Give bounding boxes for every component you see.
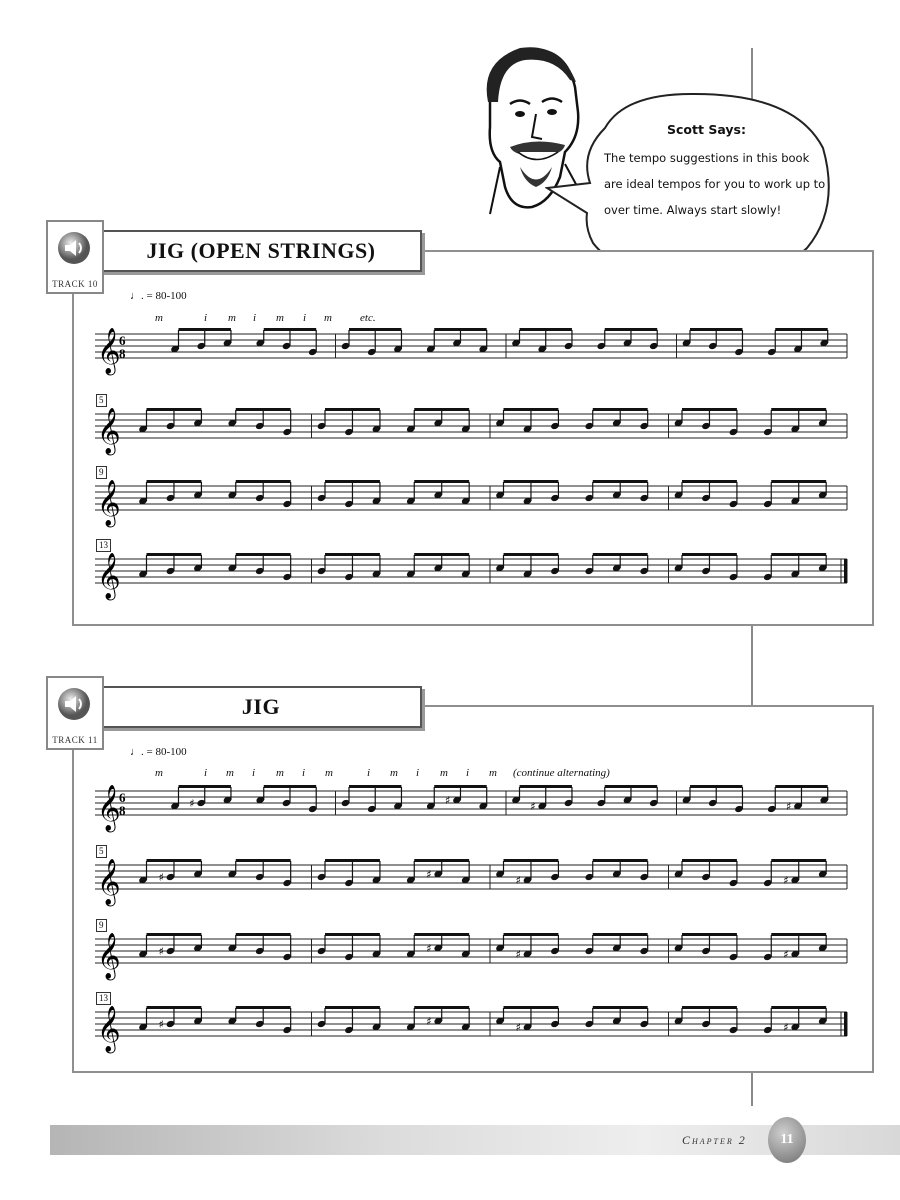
music-staff	[95, 545, 855, 605]
beam	[236, 1006, 291, 1009]
beam	[775, 785, 827, 788]
beam	[504, 553, 559, 556]
tempo-marking	[130, 290, 187, 302]
dotted-quarter-note-icon: ♩.	[130, 290, 144, 302]
track-badge	[46, 676, 104, 750]
treble-clef-icon: 𝄞	[97, 933, 121, 979]
track-label: TRACK 11	[52, 735, 98, 745]
sharp-icon: ♯	[444, 794, 451, 807]
sharp-icon: ♯	[515, 948, 521, 961]
measure-number: 13	[96, 539, 111, 552]
fingering-mark: m	[276, 767, 284, 779]
beam	[593, 859, 648, 862]
beam	[414, 553, 469, 556]
dotted-quarter-note-icon: ♩.	[130, 746, 144, 758]
beam	[414, 859, 469, 862]
time-signature: 8	[119, 346, 126, 361]
treble-clef-icon: 𝄞	[97, 553, 121, 599]
speaker-icon	[56, 230, 92, 266]
final-barline	[844, 1012, 847, 1036]
fingering-mark: m	[228, 312, 236, 324]
measure-number: 13	[96, 992, 111, 1005]
sharp-icon: ♯	[189, 797, 195, 810]
beam	[434, 328, 486, 331]
treble-clef-icon: 𝄞	[97, 480, 121, 526]
sharp-icon: ♯	[783, 1021, 789, 1034]
time-signature: 6	[119, 790, 126, 805]
divider-line	[751, 625, 753, 707]
fingering-note: (continue alternating)	[513, 767, 610, 779]
fingering-mark: m	[325, 767, 333, 779]
beam	[349, 785, 401, 788]
fingering-mark: m	[155, 312, 163, 324]
beam	[264, 785, 316, 788]
chapter-label: Chapter 2	[682, 1133, 747, 1147]
sharp-icon: ♯	[426, 868, 432, 881]
treble-clef-icon: 𝄞	[97, 408, 121, 454]
fingering-mark: i	[204, 767, 208, 779]
piece-title: JIG (OPEN STRINGS)	[100, 230, 422, 272]
measure-number: 5	[96, 845, 107, 858]
beam	[434, 785, 486, 788]
beam	[593, 408, 648, 411]
tempo-value: = 80-100	[146, 746, 187, 758]
sharp-icon: ♯	[426, 942, 432, 955]
beam	[147, 859, 202, 862]
measure-number: 5	[96, 394, 107, 407]
treble-clef-icon: 𝄞	[97, 328, 121, 374]
beam	[147, 933, 202, 936]
sharp-icon: ♯	[515, 1021, 521, 1034]
beam	[771, 1006, 826, 1009]
beam	[593, 553, 648, 556]
beam	[771, 480, 826, 483]
fingering-mark: m	[226, 767, 234, 779]
beam	[147, 553, 202, 556]
beam	[682, 408, 737, 411]
beam	[504, 480, 559, 483]
sharp-icon: ♯	[515, 874, 521, 887]
beam	[236, 933, 291, 936]
beam	[147, 480, 202, 483]
beam	[682, 553, 737, 556]
measure-number: 9	[96, 919, 107, 932]
beam	[414, 933, 469, 936]
beam	[504, 1006, 559, 1009]
fingering-mark: i	[252, 767, 256, 779]
sharp-icon: ♯	[158, 945, 164, 958]
beam	[325, 553, 380, 556]
sharp-icon: ♯	[783, 874, 789, 887]
beam	[682, 480, 737, 483]
music-staff	[95, 851, 855, 911]
beam	[147, 1006, 202, 1009]
sharp-icon: ♯	[783, 948, 789, 961]
beam	[504, 408, 559, 411]
fingering-mark: m	[440, 767, 448, 779]
tempo-value: = 80-100	[146, 290, 187, 302]
beam	[414, 1006, 469, 1009]
track-label: TRACK 10	[52, 279, 98, 289]
treble-clef-icon: 𝄞	[97, 785, 121, 831]
sharp-icon: ♯	[158, 1018, 164, 1031]
beam	[775, 328, 827, 331]
beam	[414, 480, 469, 483]
time-signature: 8	[119, 803, 126, 818]
sharp-icon: ♯	[530, 800, 536, 813]
fingering-mark: i	[466, 767, 470, 779]
piece-title: JIG	[100, 686, 422, 728]
beam	[236, 408, 291, 411]
sharp-icon: ♯	[426, 1015, 432, 1028]
fingering-mark: i	[204, 312, 208, 324]
divider-line	[751, 1072, 753, 1106]
time-signature: 6	[119, 333, 126, 348]
music-staff	[95, 400, 855, 460]
beam	[771, 553, 826, 556]
beam	[504, 859, 559, 862]
beam	[325, 480, 380, 483]
beam	[771, 859, 826, 862]
fingering-mark: etc.	[360, 312, 376, 324]
beam	[690, 328, 742, 331]
sharp-icon: ♯	[785, 800, 792, 813]
fingering-mark: i	[367, 767, 371, 779]
beam	[236, 859, 291, 862]
beam	[593, 480, 648, 483]
beam	[520, 785, 572, 788]
fingering-mark: i	[303, 312, 307, 324]
beam	[236, 480, 291, 483]
beam	[682, 859, 737, 862]
beam	[593, 933, 648, 936]
tempo-marking	[130, 746, 187, 758]
fingering-mark: i	[302, 767, 306, 779]
fingering-mark: m	[489, 767, 497, 779]
beam	[682, 1006, 737, 1009]
sharp-icon: ♯	[158, 871, 164, 884]
beam	[520, 328, 572, 331]
beam	[605, 785, 657, 788]
beam	[147, 408, 202, 411]
music-staff	[95, 998, 855, 1058]
beam	[349, 328, 401, 331]
fingering-mark: i	[416, 767, 420, 779]
speaker-icon	[56, 686, 92, 722]
music-staff	[95, 320, 855, 380]
fingering-mark: m	[276, 312, 284, 324]
speech-bubble-title: Scott Says:	[667, 122, 746, 137]
beam	[179, 328, 231, 331]
music-staff	[95, 472, 855, 532]
beam	[690, 785, 742, 788]
beam	[593, 1006, 648, 1009]
beam	[325, 859, 380, 862]
beam	[325, 408, 380, 411]
beam	[605, 328, 657, 331]
fingering-mark: m	[155, 767, 163, 779]
beam	[771, 933, 826, 936]
beam	[504, 933, 559, 936]
beam	[179, 785, 231, 788]
fingering-mark: m	[324, 312, 332, 324]
beam	[236, 553, 291, 556]
treble-clef-icon: 𝄞	[97, 1006, 121, 1052]
speech-bubble-text: The tempo suggestions in this book are ideal tempos for you to work up to over time. Always start slowly!	[604, 151, 826, 217]
page-number: 11	[768, 1117, 806, 1163]
beam	[682, 933, 737, 936]
fingering-mark: i	[253, 312, 257, 324]
beam	[771, 408, 826, 411]
beam	[414, 408, 469, 411]
beam	[325, 1006, 380, 1009]
music-staff	[95, 777, 855, 837]
beam	[264, 328, 316, 331]
treble-clef-icon: 𝄞	[97, 859, 121, 905]
fingering-mark: m	[390, 767, 398, 779]
measure-number: 9	[96, 466, 107, 479]
final-barline	[844, 559, 847, 583]
music-staff	[95, 925, 855, 985]
beam	[325, 933, 380, 936]
track-badge	[46, 220, 104, 294]
